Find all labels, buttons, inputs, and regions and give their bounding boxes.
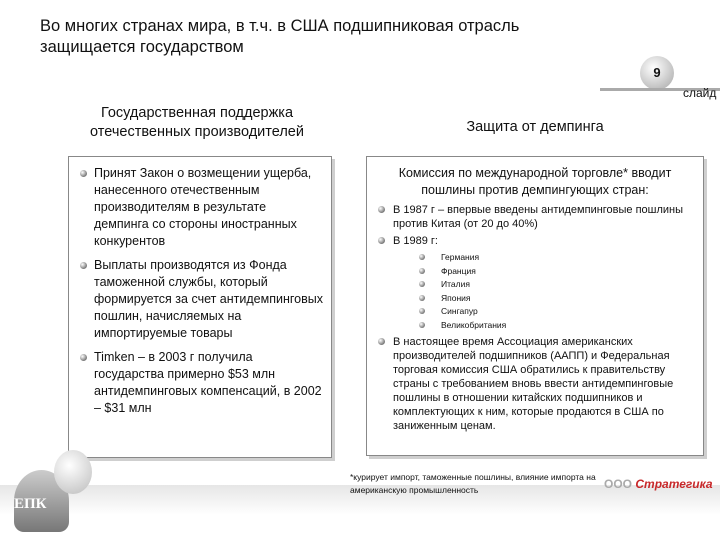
list-item bbox=[77, 257, 323, 342]
epk-logo bbox=[4, 470, 94, 540]
right-panel bbox=[366, 156, 704, 456]
country-item bbox=[375, 278, 695, 292]
bullet-icon bbox=[419, 281, 425, 287]
item-text: В 1987 г – впервые введены антидемпинговые пошлины против Китая (от 20 до 40%) bbox=[393, 204, 684, 230]
country-text: Сингапур bbox=[441, 306, 478, 316]
logo-name: Стратегика bbox=[635, 477, 713, 491]
bullet-icon bbox=[378, 206, 385, 213]
footnote: *курирует импорт, таможенные пошлины, влияние импорта на американскую промышленность bbox=[350, 472, 596, 495]
country-item bbox=[375, 292, 695, 306]
left-panel bbox=[68, 156, 332, 458]
slide-label: слайд bbox=[683, 86, 717, 100]
country-text: Япония bbox=[441, 292, 471, 303]
item-text: В 1989 г: bbox=[393, 235, 438, 247]
bullet-icon bbox=[80, 170, 87, 177]
bullet-icon bbox=[419, 308, 425, 314]
slide-title: Во многих странах мира, в т.ч. в США подшипниковая отрасль защищается государством bbox=[40, 17, 520, 56]
bullet-icon bbox=[80, 262, 87, 269]
logo-prefix: ООО bbox=[604, 477, 633, 491]
slide-number-badge: 9 bbox=[640, 56, 674, 90]
bullet-icon bbox=[419, 268, 425, 274]
item-text: Выплаты производятся из Фонда таможенной службы, который формируется за счет антидемпинговых пошлин, начисляемых на импортируемые товары bbox=[94, 258, 323, 340]
bullet-icon bbox=[378, 338, 385, 345]
bullet-icon bbox=[419, 254, 425, 260]
item-text: В настоящее время Ассоциация американских производителей подшипников (ААПП) и Федеральная торговая комиссия США обратились к правительству страны с требованием вновь ввести антидемпинговые пошлины в отношении китайских подшипников и комплектующих к ним, которые продаются в США по заниженным ценам. bbox=[393, 336, 674, 432]
item-text: Принят Закон о возмещении ущерба, нанесенного отечественным производителям в результате демпинга со стороны иностранных конкурентов bbox=[94, 166, 312, 248]
bullet-icon bbox=[378, 237, 385, 244]
item-text: Timken – в 2003 г получила государства примерно $53 млн антидемпинговых компенсаций, в 2002 – $31 млн bbox=[94, 350, 322, 415]
list-item bbox=[375, 234, 695, 248]
bullet-icon bbox=[419, 322, 425, 328]
country-text: Италия bbox=[441, 279, 470, 289]
bullet-icon bbox=[419, 295, 425, 301]
list-item bbox=[375, 335, 695, 433]
epk-logo-text: ЕПК bbox=[14, 496, 47, 512]
intro-text: Комиссия по международной торговле* вводит пошлины против демпингующих стран: bbox=[398, 166, 672, 197]
bullet-icon bbox=[80, 354, 87, 361]
country-item bbox=[375, 305, 695, 319]
list-item bbox=[77, 165, 323, 250]
country-text: Германия bbox=[441, 252, 480, 262]
strategika-logo bbox=[604, 477, 713, 491]
country-item bbox=[375, 251, 695, 265]
list-item bbox=[77, 349, 323, 417]
left-header: Государственная поддержка отечественных производителей bbox=[90, 105, 304, 140]
list-item bbox=[375, 203, 695, 231]
country-item bbox=[375, 319, 695, 333]
country-item bbox=[375, 265, 695, 279]
right-header: Защита от демпинга bbox=[466, 119, 604, 135]
country-text: Великобритания bbox=[441, 319, 507, 330]
country-text: Франция bbox=[441, 265, 476, 276]
